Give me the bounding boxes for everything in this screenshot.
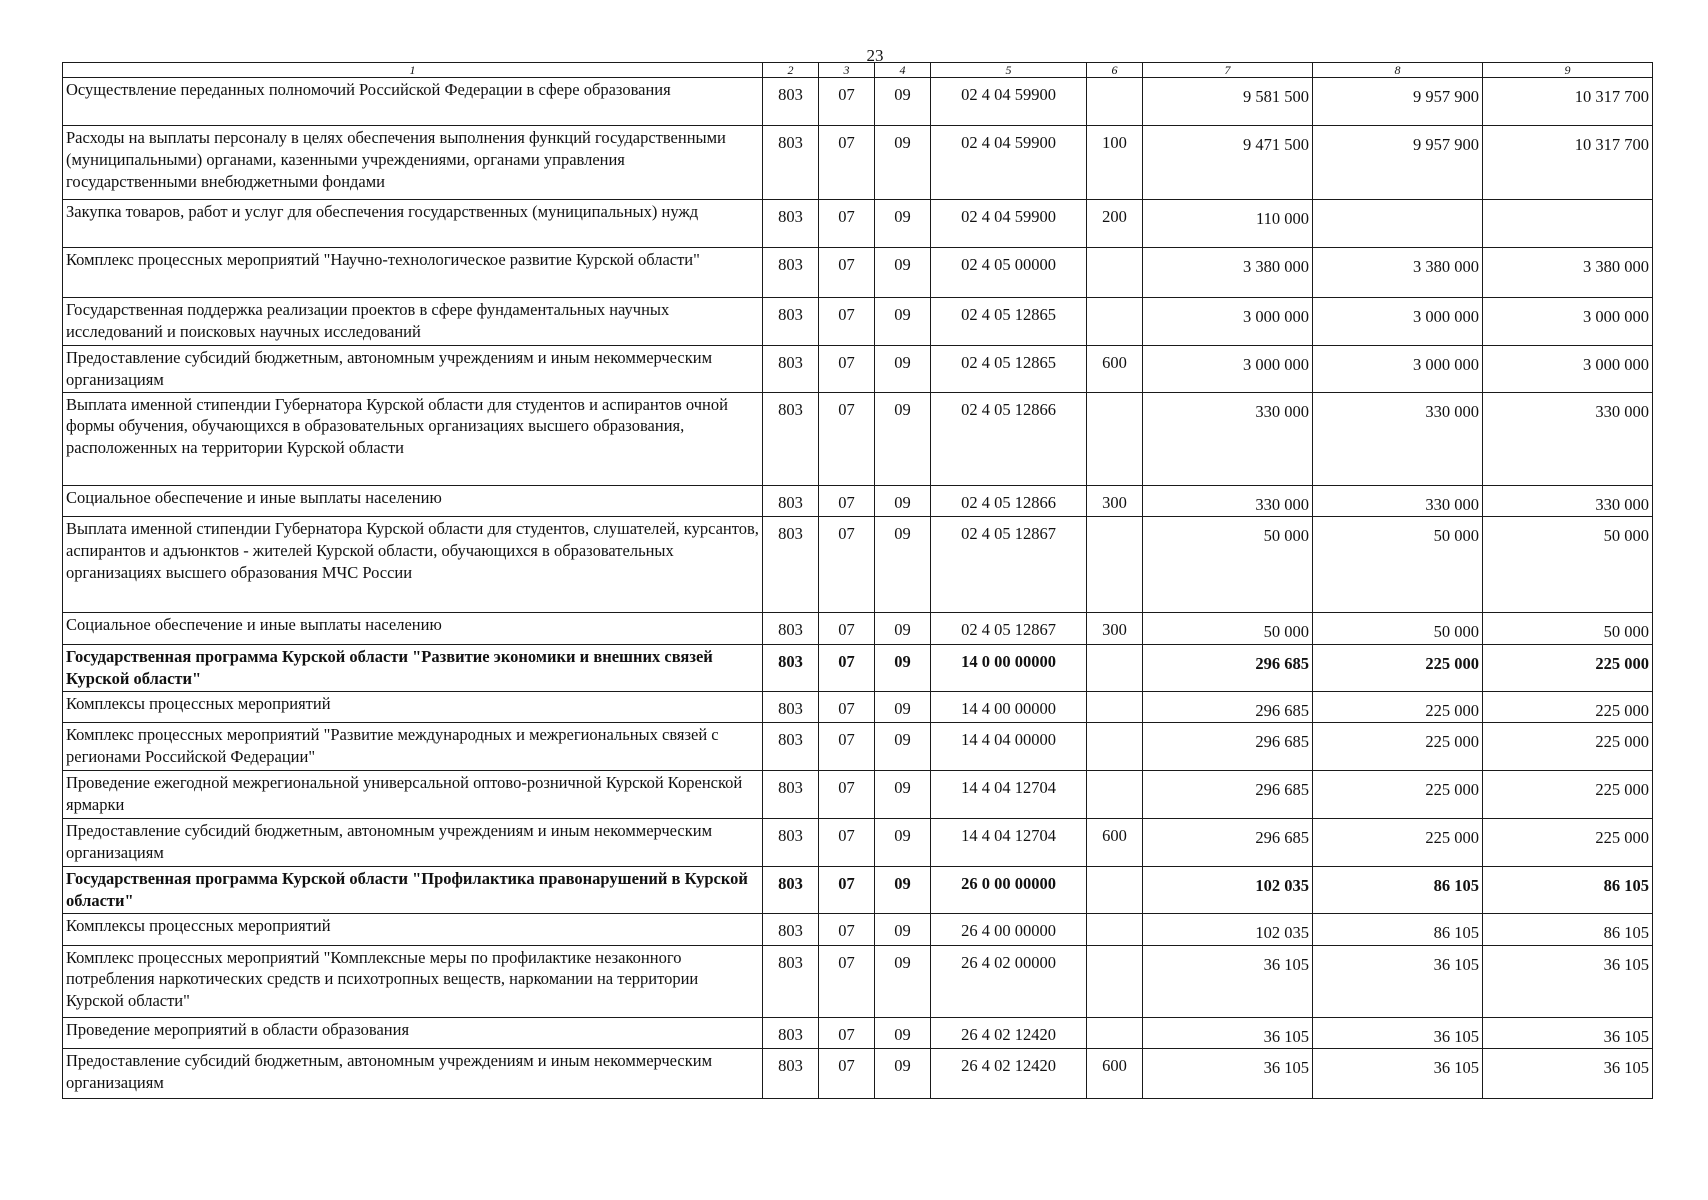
row-subsection-code: 09 (875, 517, 931, 613)
row-target-article: 26 4 02 12420 (931, 1049, 1087, 1099)
row-expense-type (1087, 691, 1143, 723)
row-ministry-code: 803 (763, 771, 819, 819)
row-expense-type: 300 (1087, 613, 1143, 645)
header-cell-2: 2 (763, 63, 819, 78)
row-amount-year-3 (1483, 200, 1653, 248)
row-subsection-code: 09 (875, 485, 931, 517)
row-amount-year-2: 36 105 (1313, 1017, 1483, 1049)
row-expense-type (1087, 298, 1143, 346)
row-target-article: 02 4 04 59900 (931, 126, 1087, 200)
row-section-code: 07 (819, 517, 875, 613)
row-amount-year-3: 36 105 (1483, 945, 1653, 1017)
row-target-article: 02 4 05 12866 (931, 485, 1087, 517)
row-target-article: 14 4 04 12704 (931, 771, 1087, 819)
table-row (63, 691, 1653, 723)
row-description: Проведение мероприятий в области образования (63, 1017, 763, 1049)
row-amount-year-1: 36 105 (1143, 1049, 1313, 1099)
row-amount-year-3: 10 317 700 (1483, 78, 1653, 126)
row-amount-year-2: 36 105 (1313, 1049, 1483, 1099)
header-row (63, 63, 1653, 78)
table-row (63, 200, 1653, 248)
row-subsection-code: 09 (875, 298, 931, 346)
row-amount-year-2: 225 000 (1313, 723, 1483, 771)
row-ministry-code: 803 (763, 723, 819, 771)
header-cell-3: 3 (819, 63, 875, 78)
header-cell-4: 4 (875, 63, 931, 78)
row-amount-year-2: 9 957 900 (1313, 126, 1483, 200)
row-section-code: 07 (819, 645, 875, 692)
row-description: Комплекс процессных мероприятий "Научно-технологическое развитие Курской области" (63, 248, 763, 298)
row-amount-year-1: 50 000 (1143, 613, 1313, 645)
row-description: Социальное обеспечение и иные выплаты населению (63, 485, 763, 517)
table-row (63, 723, 1653, 771)
row-subsection-code: 09 (875, 613, 931, 645)
row-amount-year-1: 296 685 (1143, 645, 1313, 692)
row-amount-year-2: 225 000 (1313, 771, 1483, 819)
row-section-code: 07 (819, 346, 875, 393)
row-ministry-code: 803 (763, 945, 819, 1017)
row-description: Предоставление субсидий бюджетным, автономным учреждениям и иным некоммерческим организациям (63, 1049, 763, 1099)
row-section-code: 07 (819, 485, 875, 517)
row-ministry-code: 803 (763, 126, 819, 200)
row-expense-type (1087, 517, 1143, 613)
table-row (63, 945, 1653, 1017)
row-amount-year-2: 3 380 000 (1313, 248, 1483, 298)
row-expense-type (1087, 723, 1143, 771)
row-section-code: 07 (819, 126, 875, 200)
row-ministry-code: 803 (763, 913, 819, 945)
row-target-article: 02 4 05 12865 (931, 346, 1087, 393)
table-row (63, 1017, 1653, 1049)
table-row (63, 346, 1653, 393)
row-amount-year-1: 296 685 (1143, 771, 1313, 819)
row-amount-year-1: 9 581 500 (1143, 78, 1313, 126)
table-row (63, 613, 1653, 645)
row-subsection-code: 09 (875, 771, 931, 819)
row-amount-year-1: 330 000 (1143, 392, 1313, 485)
row-section-code: 07 (819, 1049, 875, 1099)
row-expense-type: 600 (1087, 346, 1143, 393)
row-ministry-code: 803 (763, 517, 819, 613)
row-expense-type: 300 (1087, 485, 1143, 517)
table-row (63, 771, 1653, 819)
row-amount-year-1: 330 000 (1143, 485, 1313, 517)
row-section-code: 07 (819, 613, 875, 645)
row-amount-year-2: 330 000 (1313, 485, 1483, 517)
row-subsection-code: 09 (875, 78, 931, 126)
row-description: Комплекс процессных мероприятий "Развитие международных и межрегиональных связей с регионами Российской Федерации" (63, 723, 763, 771)
row-expense-type: 200 (1087, 200, 1143, 248)
row-amount-year-3: 50 000 (1483, 613, 1653, 645)
header-cell-7: 7 (1143, 63, 1313, 78)
row-amount-year-3: 3 000 000 (1483, 346, 1653, 393)
row-description: Предоставление субсидий бюджетным, автономным учреждениям и иным некоммерческим организациям (63, 819, 763, 867)
row-expense-type (1087, 771, 1143, 819)
row-expense-type (1087, 645, 1143, 692)
row-ministry-code: 803 (763, 1049, 819, 1099)
row-ministry-code: 803 (763, 392, 819, 485)
row-subsection-code: 09 (875, 723, 931, 771)
row-section-code: 07 (819, 298, 875, 346)
row-amount-year-3: 3 380 000 (1483, 248, 1653, 298)
row-section-code: 07 (819, 945, 875, 1017)
row-ministry-code: 803 (763, 867, 819, 914)
row-amount-year-3: 50 000 (1483, 517, 1653, 613)
row-amount-year-3: 225 000 (1483, 771, 1653, 819)
row-amount-year-1: 296 685 (1143, 691, 1313, 723)
row-subsection-code: 09 (875, 691, 931, 723)
row-section-code: 07 (819, 392, 875, 485)
row-subsection-code: 09 (875, 945, 931, 1017)
row-amount-year-2: 86 105 (1313, 913, 1483, 945)
row-subsection-code: 09 (875, 392, 931, 485)
table-row (63, 517, 1653, 613)
table-row (63, 78, 1653, 126)
row-target-article: 26 4 02 00000 (931, 945, 1087, 1017)
header-cell-9: 9 (1483, 63, 1653, 78)
row-expense-type (1087, 867, 1143, 914)
table-row (63, 645, 1653, 692)
table-row (63, 1049, 1653, 1099)
table-row (63, 126, 1653, 200)
row-section-code: 07 (819, 248, 875, 298)
row-ministry-code: 803 (763, 248, 819, 298)
row-amount-year-3: 330 000 (1483, 392, 1653, 485)
row-target-article: 14 4 00 00000 (931, 691, 1087, 723)
row-amount-year-2: 225 000 (1313, 691, 1483, 723)
row-ministry-code: 803 (763, 78, 819, 126)
row-amount-year-1: 50 000 (1143, 517, 1313, 613)
row-section-code: 07 (819, 723, 875, 771)
row-target-article: 02 4 05 00000 (931, 248, 1087, 298)
table-row (63, 298, 1653, 346)
row-target-article: 14 0 00 00000 (931, 645, 1087, 692)
row-target-article: 14 4 04 00000 (931, 723, 1087, 771)
row-expense-type (1087, 392, 1143, 485)
row-description: Выплата именной стипендии Губернатора Курской области для студентов, слушателей, курсантов, аспирантов и адъюнктов - жителей Курской области, обучающихся в образовательных организациях высшего образования МЧС России (63, 517, 763, 613)
row-subsection-code: 09 (875, 126, 931, 200)
row-description: Социальное обеспечение и иные выплаты населению (63, 613, 763, 645)
row-expense-type (1087, 248, 1143, 298)
row-section-code: 07 (819, 771, 875, 819)
row-amount-year-2: 225 000 (1313, 819, 1483, 867)
row-description: Закупка товаров, работ и услуг для обеспечения государственных (муниципальных) нужд (63, 200, 763, 248)
page-number: 23 (866, 46, 884, 65)
row-amount-year-1: 36 105 (1143, 1017, 1313, 1049)
row-target-article: 26 4 02 12420 (931, 1017, 1087, 1049)
row-section-code: 07 (819, 691, 875, 723)
row-description: Государственная программа Курской области "Развитие экономики и внешних связей Курской области" (63, 645, 763, 692)
row-subsection-code: 09 (875, 1049, 931, 1099)
row-amount-year-2: 225 000 (1313, 645, 1483, 692)
row-description: Комплексы процессных мероприятий (63, 691, 763, 723)
row-expense-type (1087, 1017, 1143, 1049)
row-amount-year-2 (1313, 200, 1483, 248)
row-expense-type (1087, 913, 1143, 945)
row-ministry-code: 803 (763, 645, 819, 692)
budget-table (62, 62, 1653, 1099)
row-ministry-code: 803 (763, 200, 819, 248)
row-amount-year-3: 225 000 (1483, 645, 1653, 692)
row-amount-year-3: 10 317 700 (1483, 126, 1653, 200)
row-amount-year-1: 3 380 000 (1143, 248, 1313, 298)
row-target-article: 02 4 05 12867 (931, 517, 1087, 613)
table-row (63, 248, 1653, 298)
header-cell-5: 5 (931, 63, 1087, 78)
table-row (63, 867, 1653, 914)
row-amount-year-1: 296 685 (1143, 819, 1313, 867)
row-amount-year-3: 225 000 (1483, 723, 1653, 771)
row-ministry-code: 803 (763, 1017, 819, 1049)
table-row (63, 819, 1653, 867)
row-amount-year-2: 3 000 000 (1313, 298, 1483, 346)
row-subsection-code: 09 (875, 819, 931, 867)
row-amount-year-1: 36 105 (1143, 945, 1313, 1017)
row-amount-year-2: 3 000 000 (1313, 346, 1483, 393)
row-amount-year-3: 36 105 (1483, 1049, 1653, 1099)
row-description: Комплекс процессных мероприятий "Комплексные меры по профилактике незаконного потребления наркотических средств и психотропных веществ, наркомании на территории Курской области" (63, 945, 763, 1017)
row-description: Проведение ежегодной межрегиональной универсальной оптово-розничной Курской Коренской ярмарки (63, 771, 763, 819)
row-subsection-code: 09 (875, 200, 931, 248)
row-target-article: 02 4 05 12865 (931, 298, 1087, 346)
row-description: Комплексы процессных мероприятий (63, 913, 763, 945)
row-description: Выплата именной стипендии Губернатора Курской области для студентов и аспирантов очной формы обучения, обучающихся в образовательных организациях высшего образования, расположенных на территории Курской области (63, 392, 763, 485)
row-ministry-code: 803 (763, 691, 819, 723)
row-ministry-code: 803 (763, 819, 819, 867)
table-row (63, 913, 1653, 945)
row-amount-year-1: 102 035 (1143, 913, 1313, 945)
row-expense-type: 600 (1087, 1049, 1143, 1099)
row-amount-year-2: 330 000 (1313, 392, 1483, 485)
row-description: Государственная программа Курской области "Профилактика правонарушений в Курской области" (63, 867, 763, 914)
row-section-code: 07 (819, 200, 875, 248)
row-amount-year-3: 36 105 (1483, 1017, 1653, 1049)
row-target-article: 02 4 05 12866 (931, 392, 1087, 485)
row-description: Предоставление субсидий бюджетным, автономным учреждениям и иным некоммерческим организациям (63, 346, 763, 393)
row-amount-year-2: 36 105 (1313, 945, 1483, 1017)
row-subsection-code: 09 (875, 1017, 931, 1049)
row-target-article: 02 4 04 59900 (931, 78, 1087, 126)
row-expense-type (1087, 945, 1143, 1017)
row-ministry-code: 803 (763, 346, 819, 393)
row-amount-year-1: 296 685 (1143, 723, 1313, 771)
row-target-article: 02 4 04 59900 (931, 200, 1087, 248)
row-expense-type: 600 (1087, 819, 1143, 867)
row-description: Расходы на выплаты персоналу в целях обеспечения выполнения функций государственными (муниципальными) органами, казенными учреждениями, органами управления государственными внебюджетными фондами (63, 126, 763, 200)
row-amount-year-3: 3 000 000 (1483, 298, 1653, 346)
table-row (63, 392, 1653, 485)
row-amount-year-1: 3 000 000 (1143, 298, 1313, 346)
row-target-article: 02 4 05 12867 (931, 613, 1087, 645)
row-section-code: 07 (819, 1017, 875, 1049)
row-amount-year-1: 3 000 000 (1143, 346, 1313, 393)
row-target-article: 26 4 00 00000 (931, 913, 1087, 945)
row-amount-year-1: 110 000 (1143, 200, 1313, 248)
row-target-article: 26 0 00 00000 (931, 867, 1087, 914)
row-ministry-code: 803 (763, 485, 819, 517)
row-amount-year-2: 50 000 (1313, 517, 1483, 613)
row-section-code: 07 (819, 819, 875, 867)
row-description: Осуществление переданных полномочий Российской Федерации в сфере образования (63, 78, 763, 126)
header-cell-1: 1 (63, 63, 763, 78)
row-subsection-code: 09 (875, 867, 931, 914)
row-subsection-code: 09 (875, 346, 931, 393)
row-amount-year-3: 86 105 (1483, 913, 1653, 945)
row-amount-year-3: 225 000 (1483, 819, 1653, 867)
row-section-code: 07 (819, 913, 875, 945)
row-amount-year-2: 50 000 (1313, 613, 1483, 645)
row-description: Государственная поддержка реализации проектов в сфере фундаментальных научных исследований и поисковых научных исследований (63, 298, 763, 346)
row-amount-year-3: 86 105 (1483, 867, 1653, 914)
row-ministry-code: 803 (763, 298, 819, 346)
row-amount-year-2: 86 105 (1313, 867, 1483, 914)
row-amount-year-2: 9 957 900 (1313, 78, 1483, 126)
row-amount-year-1: 102 035 (1143, 867, 1313, 914)
table-body (63, 63, 1653, 1099)
row-target-article: 14 4 04 12704 (931, 819, 1087, 867)
table-row (63, 485, 1653, 517)
row-section-code: 07 (819, 78, 875, 126)
header-cell-8: 8 (1313, 63, 1483, 78)
row-expense-type (1087, 78, 1143, 126)
row-subsection-code: 09 (875, 913, 931, 945)
row-amount-year-3: 330 000 (1483, 485, 1653, 517)
header-cell-6: 6 (1087, 63, 1143, 78)
row-section-code: 07 (819, 867, 875, 914)
row-subsection-code: 09 (875, 645, 931, 692)
row-expense-type: 100 (1087, 126, 1143, 200)
row-subsection-code: 09 (875, 248, 931, 298)
row-ministry-code: 803 (763, 613, 819, 645)
row-amount-year-1: 9 471 500 (1143, 126, 1313, 200)
row-amount-year-3: 225 000 (1483, 691, 1653, 723)
